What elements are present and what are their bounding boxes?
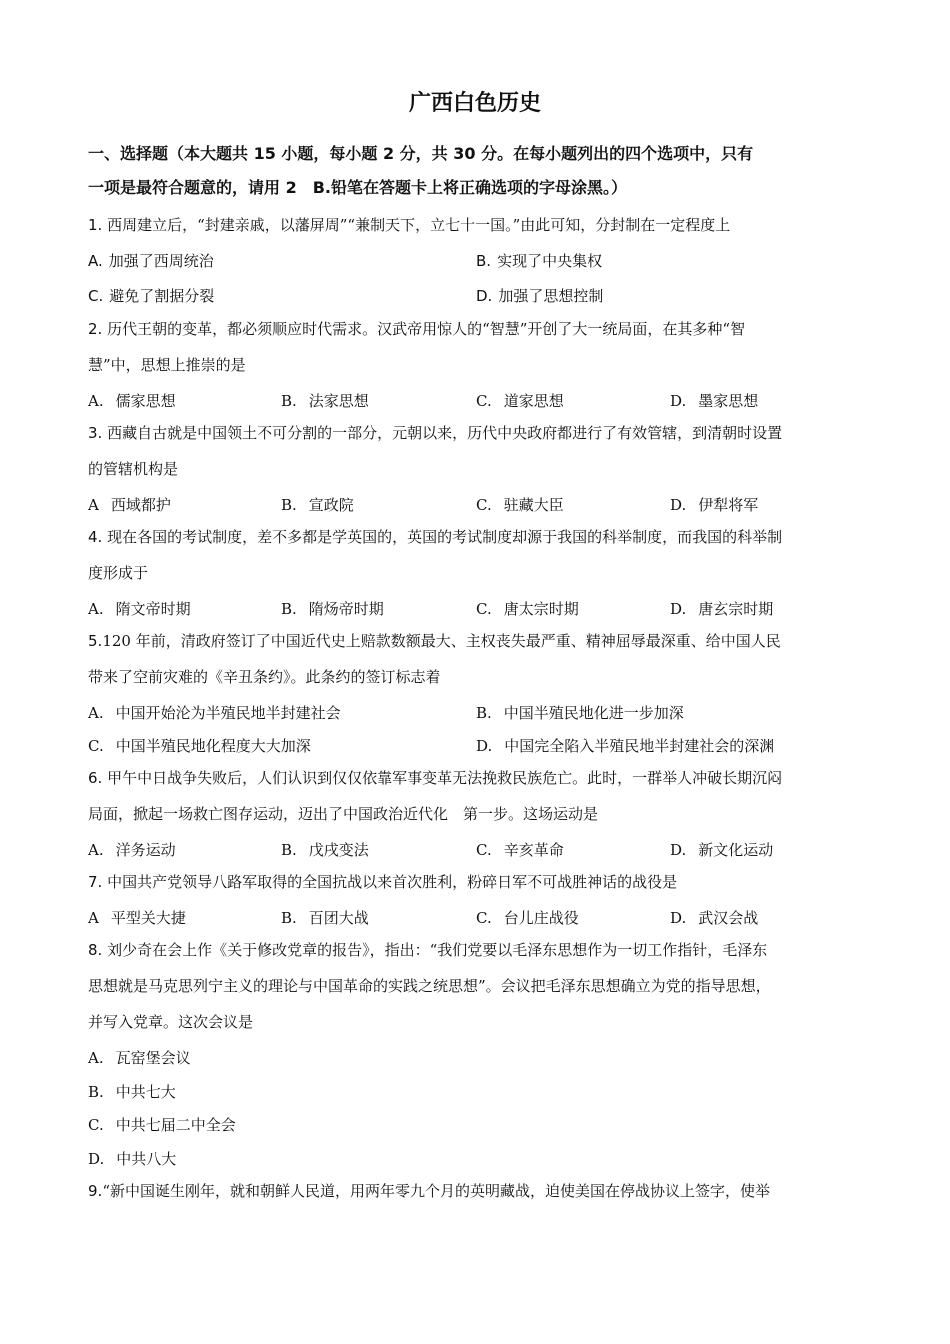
- question-number: 7.: [88, 873, 103, 891]
- option-label: D.: [476, 737, 493, 755]
- question-5: [88, 623, 868, 695]
- option-c: [88, 285, 214, 306]
- section-heading-line-1: 一、选择题（本大题共 15 小题，每小题 2 分，共 30 分。在每小题列出的四个选项中，只有: [88, 144, 754, 163]
- question-text-line: [88, 311, 868, 347]
- option-text: 唐玄宗时期: [698, 600, 774, 618]
- option-b: [281, 839, 369, 860]
- option-b: [281, 907, 369, 928]
- question-9: [88, 1173, 868, 1209]
- question-text-line: 西周建立后，“封建亲戚，以藩屏周”“兼制天下，立七十一国。”由此可知，分封制在一定程度上: [107, 216, 731, 234]
- option-text: 洋务运动: [115, 841, 176, 859]
- option-c: [476, 839, 564, 860]
- option-text: 辛亥革命: [503, 841, 564, 859]
- question-1-options-row-2: [88, 285, 868, 309]
- option-d: [88, 1148, 176, 1169]
- page-title: 广西白色历史: [408, 91, 541, 116]
- option-b: [476, 702, 684, 723]
- option-text: 中共七届二中全会: [115, 1116, 236, 1134]
- question-text: 刘少奇在会上作《关于修改党章的报告》，指出：“我们党要以毛泽东思想作为一切工作指针，毛泽东: [107, 941, 768, 959]
- question-8-option-b: [88, 1081, 868, 1105]
- question-number: 3.: [88, 424, 103, 442]
- question-number: 4.: [88, 528, 103, 546]
- question-text-line: [88, 519, 868, 555]
- option-text: 伊犁将军: [698, 496, 759, 514]
- option-label: B.: [281, 392, 297, 410]
- option-text: 瓦窑堡会议: [115, 1049, 191, 1067]
- question-8-option-a: [88, 1047, 868, 1071]
- option-text: 法家思想: [308, 392, 369, 410]
- option-label: D.: [670, 600, 687, 618]
- option-label: D.: [670, 909, 687, 927]
- question-text-line: 思想就是马克思列宁主义的理论与中国革命的实践之统思想”。会议把毛泽东思想确立为党的指导思想，: [88, 977, 771, 995]
- question-1-options-row-1: [88, 250, 868, 274]
- option-text: 加强了思想控制: [498, 287, 604, 305]
- option-label: D.: [670, 496, 687, 514]
- option-label: B.: [281, 496, 297, 514]
- option-a: [88, 494, 171, 515]
- question-8: [88, 932, 868, 1040]
- option-label: C.: [476, 496, 492, 514]
- option-a: [88, 702, 341, 723]
- section-heading: [88, 137, 868, 205]
- option-label: B.: [88, 1083, 104, 1101]
- option-text: 中共八大: [116, 1150, 177, 1168]
- question-text: 现在各国的考试制度，差不多都是学英国的，英国的考试制度却源于我国的科举制度，而我国的科举制: [107, 528, 783, 546]
- option-label: A.: [88, 704, 104, 722]
- option-text: 驻藏大臣: [503, 496, 564, 514]
- option-text: 墨家思想: [698, 392, 759, 410]
- option-label: C.: [88, 1116, 104, 1134]
- option-text: 戊戌变法: [308, 841, 369, 859]
- option-text: 武汉会战: [698, 909, 759, 927]
- option-d: [476, 285, 603, 306]
- option-b: [281, 598, 384, 619]
- option-text: 避免了割据分裂: [109, 287, 215, 305]
- question-number: 2.: [88, 320, 103, 338]
- question-text: 中国共产党领导八路军取得的全国抗战以来首次胜利，粉碎日军不可战胜神话的战役是: [107, 873, 678, 891]
- option-label: C.: [88, 737, 104, 755]
- option-d: [670, 390, 758, 411]
- question-text-line: 带来了空前灾难的《辛丑条约》。此条约的签订标志着: [88, 668, 441, 686]
- question-text-line: [88, 932, 868, 968]
- option-d: [670, 598, 773, 619]
- option-text: 隋炀帝时期: [308, 600, 384, 618]
- option-text: 隋文帝时期: [115, 600, 191, 618]
- question-number: 8.: [88, 941, 103, 959]
- question-number: 5.: [88, 632, 103, 650]
- option-label: C.: [476, 909, 492, 927]
- option-c: [476, 494, 564, 515]
- question-text-line: [88, 760, 868, 796]
- question-number: 6.: [88, 769, 103, 787]
- option-text: 儒家思想: [115, 392, 176, 410]
- option-text: 台儿庄战役: [503, 909, 579, 927]
- question-text: 西藏自古就是中国领土不可分割的一部分，元朝以来，历代中央政府都进行了有效管辖，到清朝时设置: [107, 424, 783, 442]
- option-text: 唐太宗时期: [503, 600, 579, 618]
- option-label: D.: [670, 841, 687, 859]
- option-label: A: [88, 496, 99, 514]
- option-label: B.: [281, 600, 297, 618]
- question-7-options: [88, 907, 868, 931]
- question-text-line: 的管辖机构是: [88, 460, 179, 478]
- question-text: 120 年前，清政府签订了中国近代史上赔款数额最大、主权丧失最严重、精神屈辱最深重、给中国人民: [102, 632, 781, 650]
- question-number: 9.: [88, 1182, 103, 1200]
- question-3: [88, 415, 868, 487]
- option-label: A: [88, 909, 99, 927]
- option-text: 道家思想: [503, 392, 564, 410]
- question-text: 历代王朝的变革，都必须顺应时代需求。汉武帝用惊人的“智慧”开创了大一统局面，在其多种“智: [107, 320, 746, 338]
- question-5-options-row-2: [88, 735, 868, 759]
- option-label: C.: [476, 600, 492, 618]
- question-4: [88, 519, 868, 591]
- question-5-options-row-1: [88, 702, 868, 726]
- option-b: [281, 390, 369, 411]
- option-text: 西域都护: [110, 496, 171, 514]
- section-heading-line-2: 一项是最符合题意的，请用 2 B.铅笔在答题卡上将正确选项的字母涂黑。）: [88, 178, 627, 197]
- option-label: A.: [88, 841, 104, 859]
- option-label: C.: [476, 392, 492, 410]
- question-1: [88, 207, 868, 243]
- option-c: [476, 390, 564, 411]
- option-text: 新文化运动: [698, 841, 774, 859]
- question-number: 1.: [88, 216, 103, 234]
- option-label: C.: [88, 287, 104, 305]
- option-c: [476, 598, 579, 619]
- option-text: 中共七大: [115, 1083, 176, 1101]
- option-label: D.: [88, 1150, 105, 1168]
- option-d: [670, 494, 758, 515]
- question-text-line: [88, 415, 868, 451]
- option-label: C.: [476, 841, 492, 859]
- question-8-option-c: [88, 1114, 868, 1138]
- option-text: 中国半殖民地化程度大大加深: [115, 737, 311, 755]
- option-text: 中国开始沦为半殖民地半封建社会: [115, 704, 341, 722]
- question-text: 甲午中日战争失败后，人们认识到仅仅依靠军事变革无法挽救民族危亡。此时，一群举人冲破长期沉闷: [107, 769, 783, 787]
- option-d: [476, 735, 774, 756]
- option-text: 实现了中央集权: [497, 252, 603, 270]
- question-6: [88, 760, 868, 832]
- option-label: B.: [281, 909, 297, 927]
- option-label: A.: [88, 600, 104, 618]
- option-a: [88, 250, 214, 271]
- question-text-line: 局面，掀起一场救亡图存运动，迈出了中国政治近代化 第一步。这场运动是: [88, 805, 599, 823]
- option-text: 宣政院: [308, 496, 354, 514]
- option-text: 中国完全陷入半殖民地半封建社会的深渊: [504, 737, 775, 755]
- option-label: A.: [88, 392, 104, 410]
- option-a: [88, 1047, 191, 1068]
- option-d: [670, 839, 773, 860]
- option-a: [88, 907, 186, 928]
- question-8-option-d: [88, 1148, 868, 1172]
- option-label: A.: [88, 252, 103, 270]
- option-a: [88, 390, 176, 411]
- question-6-options: [88, 839, 868, 863]
- option-text: 平型关大捷: [110, 909, 186, 927]
- question-text-line: 并写入党章。这次会议是: [88, 1013, 254, 1031]
- option-b: [88, 1081, 176, 1102]
- option-c: [88, 1114, 236, 1135]
- question-2: [88, 311, 868, 383]
- question-text-line: 慧”中，思想上推崇的是: [88, 356, 246, 374]
- option-c: [88, 735, 311, 756]
- option-c: [476, 907, 579, 928]
- question-7: [88, 864, 868, 900]
- option-label: B.: [476, 252, 492, 270]
- question-3-options: [88, 494, 868, 518]
- option-label: B.: [281, 841, 297, 859]
- option-d: [670, 907, 758, 928]
- option-label: A.: [88, 1049, 104, 1067]
- option-b: [476, 250, 602, 271]
- question-text-line: [88, 623, 868, 659]
- option-label: B.: [476, 704, 492, 722]
- option-text: 百团大战: [308, 909, 369, 927]
- option-label: D.: [476, 287, 493, 305]
- question-text-line: 度形成于: [88, 564, 149, 582]
- question-2-options: [88, 390, 868, 414]
- option-text: 加强了西周统治: [108, 252, 214, 270]
- question-text: “新中国诞生刚年，就和朝鲜人民道，用两年零九个月的英明藏战，迫使美国在停战协议上签字，使举: [102, 1182, 770, 1200]
- question-4-options: [88, 598, 868, 622]
- option-text: 中国半殖民地化进一步加深: [503, 704, 684, 722]
- option-a: [88, 598, 191, 619]
- option-label: D.: [670, 392, 687, 410]
- option-b: [281, 494, 354, 515]
- option-a: [88, 839, 176, 860]
